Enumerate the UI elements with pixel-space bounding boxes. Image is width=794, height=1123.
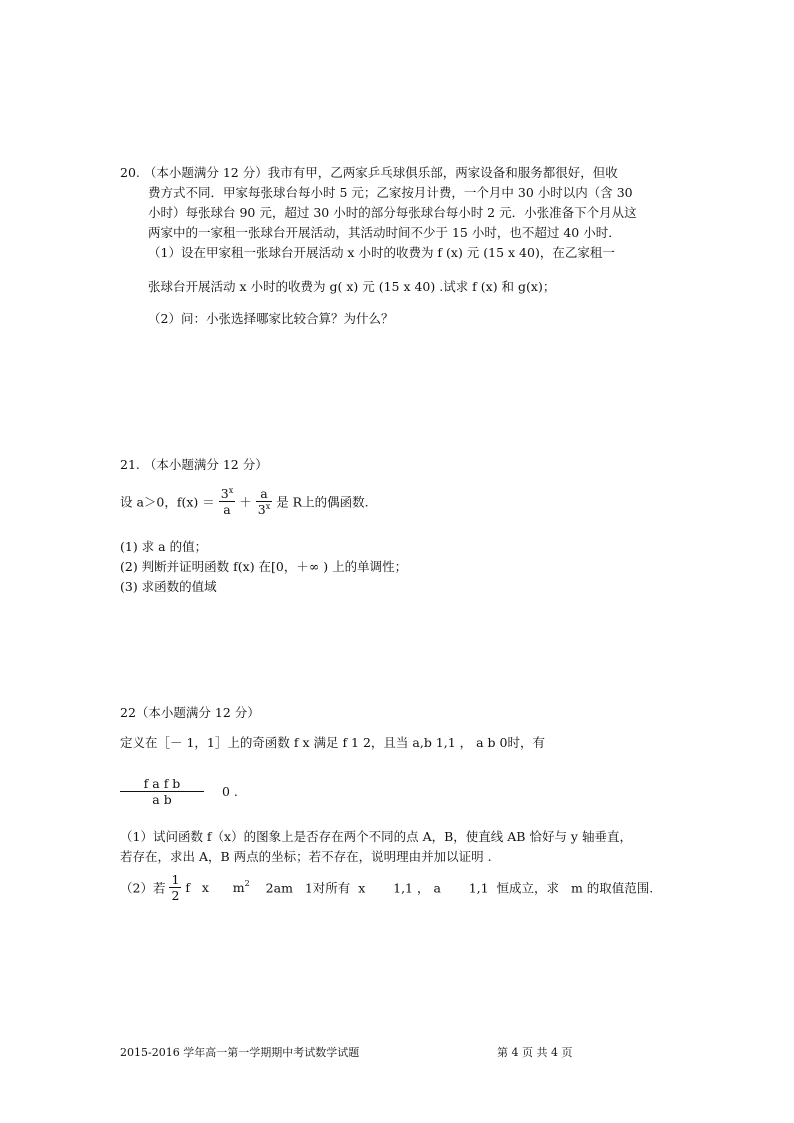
inequality-rhs: 0 . xyxy=(221,784,238,799)
frac2-denominator-exp: x xyxy=(265,502,271,511)
frac1-denominator: a xyxy=(219,501,235,517)
frac1-numerator: 3 xyxy=(220,486,229,502)
q22-inequality xyxy=(120,776,238,807)
difference-quotient-fraction xyxy=(120,776,204,807)
q22-definition: 定义在［－ 1，1］上的奇函数 f x 满足 f 1 2，且当 a,b 1,1 ， a b 0时，有 xyxy=(120,735,545,750)
q21-def-suffix: 是 R上的偶函数. xyxy=(276,494,369,510)
q21-heading: 21. （本小题满分 12 分） xyxy=(120,457,268,472)
frac2-denominator: 3 xyxy=(257,502,266,518)
frac2-numerator: a xyxy=(260,486,268,501)
q22-heading: 22（本小题满分 12 分） xyxy=(120,705,260,720)
q22-part-1-cont: 若存在，求出 A，B 两点的坐标；若不存在，说明理由并加以证明 . xyxy=(120,849,492,864)
difference-quotient-denominator: a b xyxy=(120,791,204,807)
q20-line-4: 两家中的一家租一张球台开展活动，其活动时间不少于 15 小时，也不超过 40 小时． xyxy=(148,225,621,240)
fraction-a-over-3x xyxy=(256,486,272,517)
footer-page-number: 第 4 页 共 4 页 xyxy=(497,1046,573,1059)
q21-part-2: (2) 判断并证明函数 f(x) 在[0，＋∞ ) 上的单调性； xyxy=(120,559,408,574)
q21-part-1: (1) 求 a 的值； xyxy=(120,539,208,554)
q21-definition xyxy=(120,486,369,517)
frac1-numerator-exp: x xyxy=(228,486,234,495)
plus-sign: ＋ xyxy=(239,494,252,510)
q20-line-5: （1）设在甲家租一张球台开展活动 x 小时的收费为 f (x) 元 (15 x 40)，在乙家租一 xyxy=(148,245,615,260)
half-denominator: 2 xyxy=(171,888,180,903)
q22-part-2 xyxy=(120,872,653,903)
q20-line-7: （2）问：小张选择哪家比较合算？为什么？ xyxy=(148,311,394,326)
footer-exam-title: 2015-2016 学年高一第一学期期中考试数学试题 xyxy=(120,1046,360,1059)
half-numerator: 1 xyxy=(171,872,180,887)
q21-part-3: (3) 求函数的值域 xyxy=(120,579,217,594)
one-half-fraction xyxy=(169,872,181,903)
difference-quotient-numerator: f a f b xyxy=(143,776,181,791)
q21-def-prefix: 设 a＞0，f(x) ＝ xyxy=(120,494,215,510)
q20-line-6: 张球台开展活动 x 小时的收费为 g( x) 元 (15 x 40) .试求 f (x) 和 g(x)； xyxy=(148,279,556,294)
q20-line-2: 费方式不同．甲家每张球台每小时 5 元；乙家按月计费，一个月中 30 小时以内（含 30 xyxy=(148,185,633,200)
fraction-3x-over-a xyxy=(219,486,235,517)
q22-part-2-prefix: （2）若 xyxy=(120,880,166,896)
q20-line-3: 小时）每张球台 90 元，超过 30 小时的部分每张球台每小时 2 元．小张准备下个月从这 xyxy=(148,205,637,220)
q22-part-1: （1）试问函数 f（x）的图象上是否存在两个不同的点 A，B，使直线 AB 恰好与 y 轴垂直， xyxy=(120,829,632,844)
q22-part-2-exp: 2 xyxy=(244,878,250,888)
q22-part-2-mid: f x m xyxy=(185,880,245,895)
q22-part-2-suffix: 2am 1对所有 x 1,1 ， a 1,1 恒成立，求 m 的取值范围. xyxy=(253,880,654,896)
q20-line-1: 20. （本小题满分 12 分）我市有甲，乙两家乒乓球俱乐部，两家设备和服务都很好，但收 xyxy=(120,165,618,180)
